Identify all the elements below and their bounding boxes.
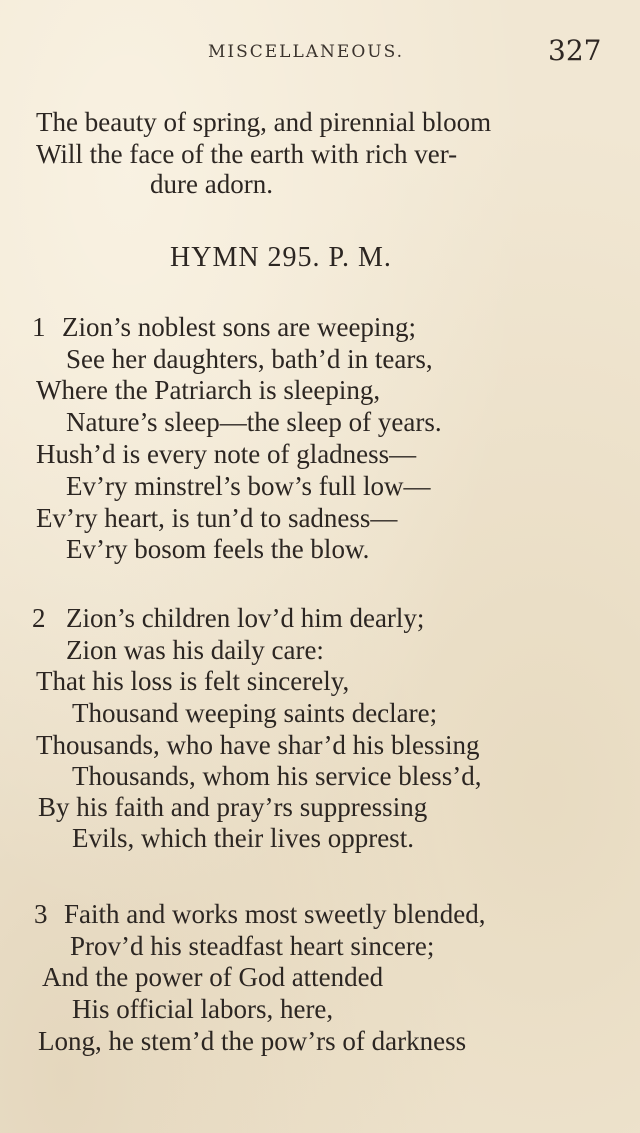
intro-line: dure adorn. bbox=[150, 169, 273, 199]
verse-line: Thousand weeping saints declare; bbox=[72, 698, 438, 728]
verse-line: See her daughters, bath’d in tears, bbox=[66, 344, 433, 374]
intro-line: The beauty of spring, and pirennial bloom bbox=[36, 107, 492, 137]
verse-line: Ev’ry minstrel’s bow’s full low— bbox=[66, 471, 431, 501]
stanza-number: 1 bbox=[32, 312, 46, 342]
verse-line: Thousands, whom his service bless’d, bbox=[72, 761, 482, 791]
stanza-number: 2 bbox=[32, 603, 46, 633]
verse-line: Ev’ry heart, is tun’d to sadness— bbox=[36, 503, 398, 533]
intro-line: Will the face of the earth with rich ver- bbox=[36, 139, 458, 169]
verse-line: Prov’d his steadfast heart sincere; bbox=[70, 931, 435, 961]
verse-line: Hush’d is every note of gladness— bbox=[36, 439, 417, 469]
verse-line: Faith and works most sweetly blended, bbox=[64, 899, 486, 929]
verse-line: Nature’s sleep—the sleep of years. bbox=[66, 407, 442, 437]
verse-line: Thousands, who have shar’d his blessing bbox=[36, 730, 480, 760]
verse-line: Where the Patriarch is sleeping, bbox=[36, 375, 381, 405]
hymn-title: HYMN 295. P. M. bbox=[170, 242, 392, 273]
page-number: 327 bbox=[548, 34, 602, 67]
verse-line: And the power of God attended bbox=[42, 962, 384, 992]
verse-line: Zion was his daily care: bbox=[66, 635, 324, 665]
verse-line: Zion’s noblest sons are weeping; bbox=[62, 312, 416, 342]
verse-line: Evils, which their lives opprest. bbox=[72, 823, 414, 853]
verse-line: Long, he stem’d the pow’rs of darkness bbox=[38, 1026, 467, 1056]
verse-line: Ev’ry bosom feels the blow. bbox=[66, 534, 370, 564]
verse-line: That his loss is felt sincerely, bbox=[36, 666, 350, 696]
verse-line: His official labors, here, bbox=[72, 994, 334, 1024]
running-head: MISCELLANEOUS. bbox=[208, 42, 405, 62]
verse-line: Zion’s children lov’d him dearly; bbox=[66, 603, 425, 633]
stanza-number: 3 bbox=[34, 899, 48, 929]
verse-line: By his faith and pray’rs suppressing bbox=[38, 792, 428, 822]
